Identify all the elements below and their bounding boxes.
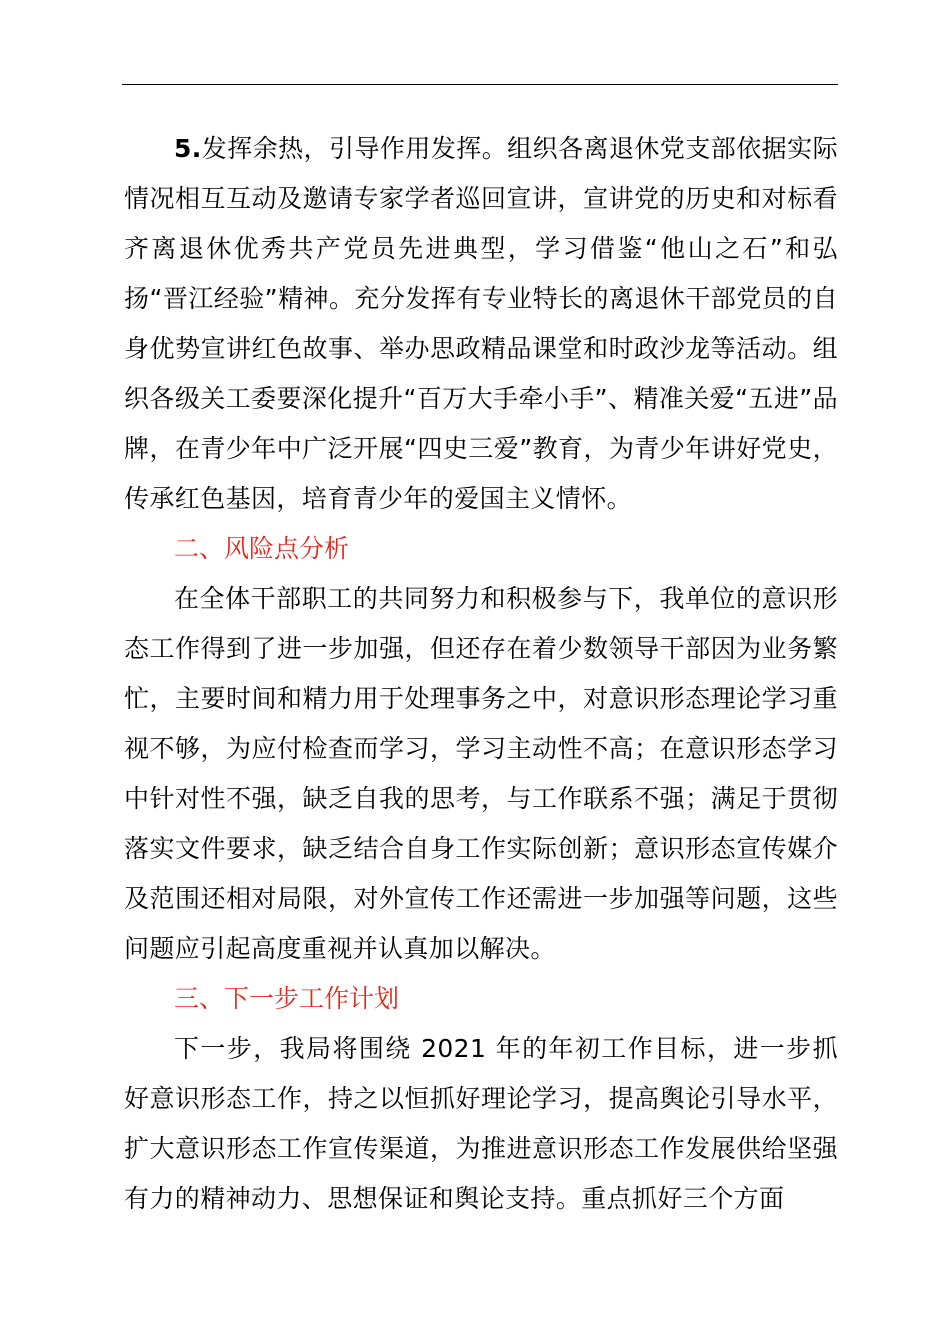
paragraph-next-plan: 下一步，我局将围绕 2021 年的年初工作目标，进一步抓好意识形态工作，持之以恒抓好理论学习，提高舆论引导水平，扩大意识形态工作宣传渠道，为推进意识形态工作发展供给坚强有力的精神动力、思想保证和舆论支持。重点抓好三个方面 [124,1034,838,1213]
section-heading-risk-analysis: 二、风险点分析 [174,534,350,563]
paragraph-risk-analysis: 在全体干部职工的共同努力和积极参与下，我单位的意识形态工作得到了进一步加强，但还存在着少数领导干部因为业务繁忙，主要时间和精力用于处理事务之中，对意识形态理论学习重视不够，为应付检查而学习，学习主动性不高；在意识形态学习中针对性不强，缺乏自我的思考，与工作联系不强；满足于贯彻落实文件要求，缺乏结合自身工作实际创新；意识形态宣传媒介及范围还相对局限，对外宣传工作还需进一步加强等问题，这些问题应引起高度重视并认真加以解决。 [124,584,838,963]
section-heading-next-plan: 三、下一步工作计划 [174,984,400,1013]
paragraph-text: 发挥余热，引导作用发挥。组织各离退休党支部依据实际情况相互互动及邀请专家学者巡回宣讲，宣讲党的历史和对标看齐离退休优秀共产党员先进典型，学习借鉴“他山之石”和弘扬“晋江经验”精神。充分发挥有专业特长的离退休干部党员的自身优势宣讲红色故事、举办思政精品课堂和时政沙龙等活动。组织各级关工委要深化提升“百万大手牵小手”、精准关爱“五进”品牌，在青少年中广泛开展“四史三爱”教育，为青少年讲好党史，传承红色基因，培育青少年的爱国主义情怀。 [124,134,838,513]
item-number: 5. [174,134,202,163]
document-body [124,124,838,1224]
header-rule [122,84,838,85]
paragraph-item-5 [124,124,838,524]
